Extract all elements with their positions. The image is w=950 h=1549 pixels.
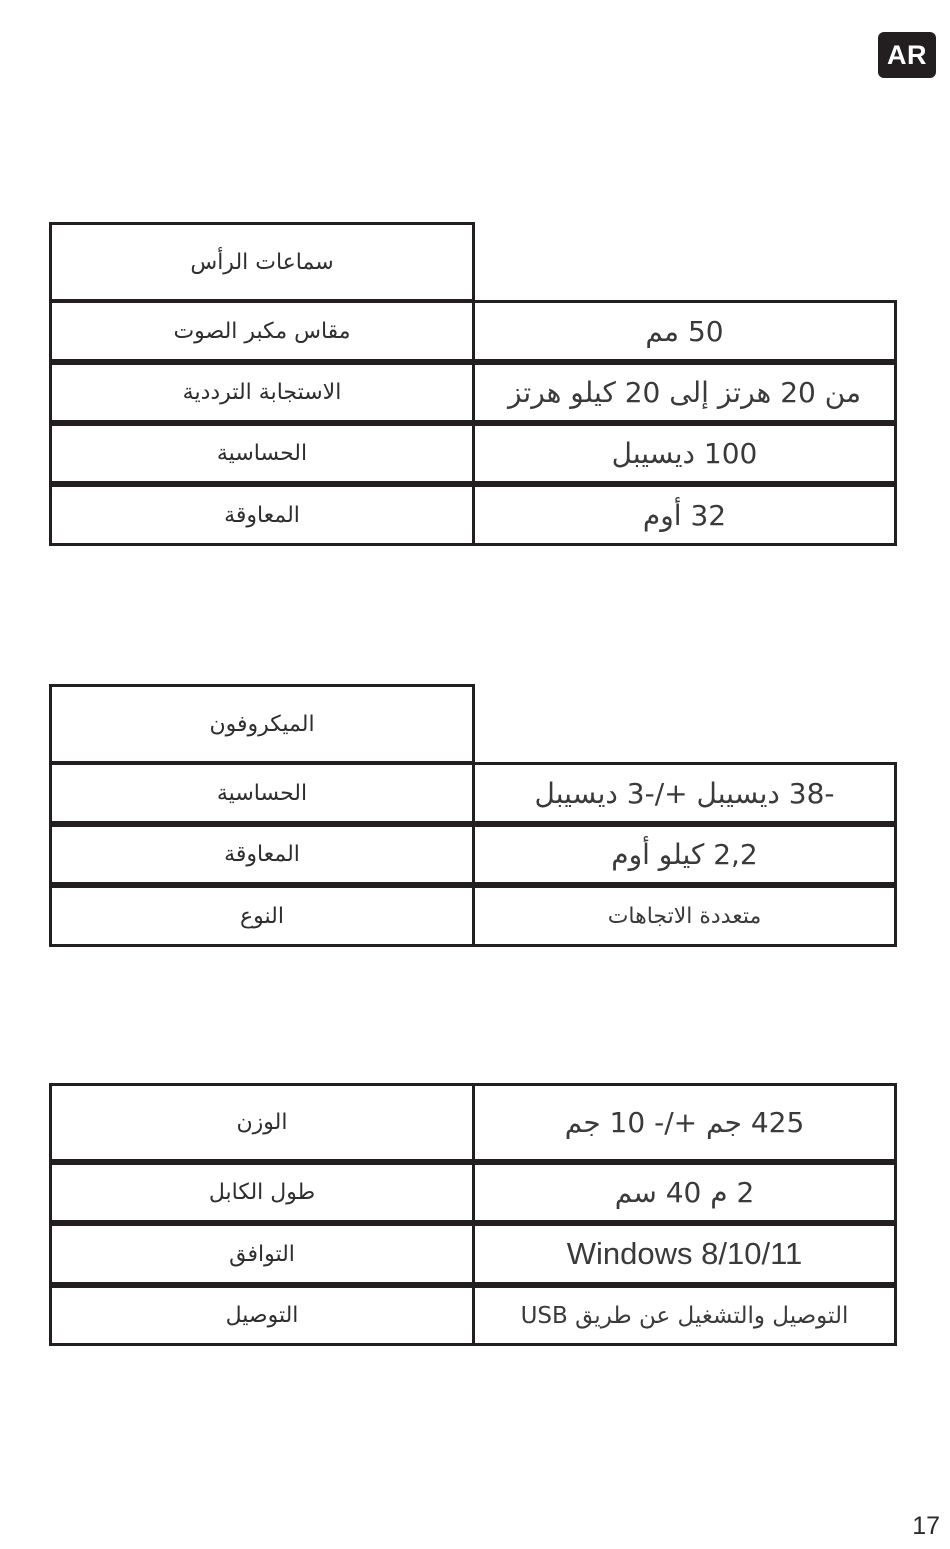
spec-label: الاستجابة الترددية: [49, 362, 475, 423]
spec-label: التوصيل: [49, 1285, 475, 1346]
spec-value: 2 م 40 سم: [472, 1162, 897, 1223]
spec-label: المعاوقة: [49, 484, 475, 546]
table-row: [49, 362, 897, 423]
spec-label: الوزن: [49, 1083, 475, 1162]
spec-label: النوع: [49, 885, 475, 947]
spec-label: الحساسية: [49, 762, 475, 824]
spec-value: 100 ديسيبل: [472, 423, 897, 484]
spec-value: 50 مم: [472, 300, 897, 362]
spec-label: التوافق: [49, 1223, 475, 1285]
language-badge: AR: [878, 32, 936, 78]
spec-label: طول الكابل: [49, 1162, 475, 1223]
table-header-row: [49, 684, 897, 762]
table-row: [49, 762, 897, 824]
microphone-table-title: الميكروفون: [49, 684, 475, 764]
spec-value: من 20 هرتز إلى 20 كيلو هرتز: [472, 362, 897, 423]
table-row: [49, 423, 897, 484]
spec-label: الحساسية: [49, 423, 475, 484]
table-row: [49, 300, 897, 362]
general-spec-table: [49, 1083, 897, 1346]
table-row: [49, 885, 897, 947]
microphone-spec-table: [49, 684, 897, 947]
headphones-table-title: سماعات الرأس: [49, 222, 475, 302]
table-row: [49, 484, 897, 546]
spec-value: 425 جم +/- 10 جم: [472, 1083, 897, 1162]
spec-value: -38 ديسيبل +/-3 ديسيبل: [472, 762, 897, 824]
table-row: [49, 1162, 897, 1223]
table-row: [49, 1223, 897, 1285]
page-number: 17: [912, 1512, 940, 1540]
spec-value: 2,2 كيلو أوم: [472, 824, 897, 885]
spec-label: مقاس مكبر الصوت: [49, 300, 475, 362]
table-row: [49, 1285, 897, 1346]
table-header-row: [49, 222, 897, 300]
headphones-spec-table: [49, 222, 897, 546]
spec-value: 32 أوم: [472, 484, 897, 546]
spec-value: Windows 8/10/11: [472, 1223, 897, 1285]
table-row: [49, 1083, 897, 1162]
table-row: [49, 824, 897, 885]
spec-value: متعددة الاتجاهات: [472, 885, 897, 947]
spec-label: المعاوقة: [49, 824, 475, 885]
spec-value: التوصيل والتشغيل عن طريق USB: [472, 1285, 897, 1346]
